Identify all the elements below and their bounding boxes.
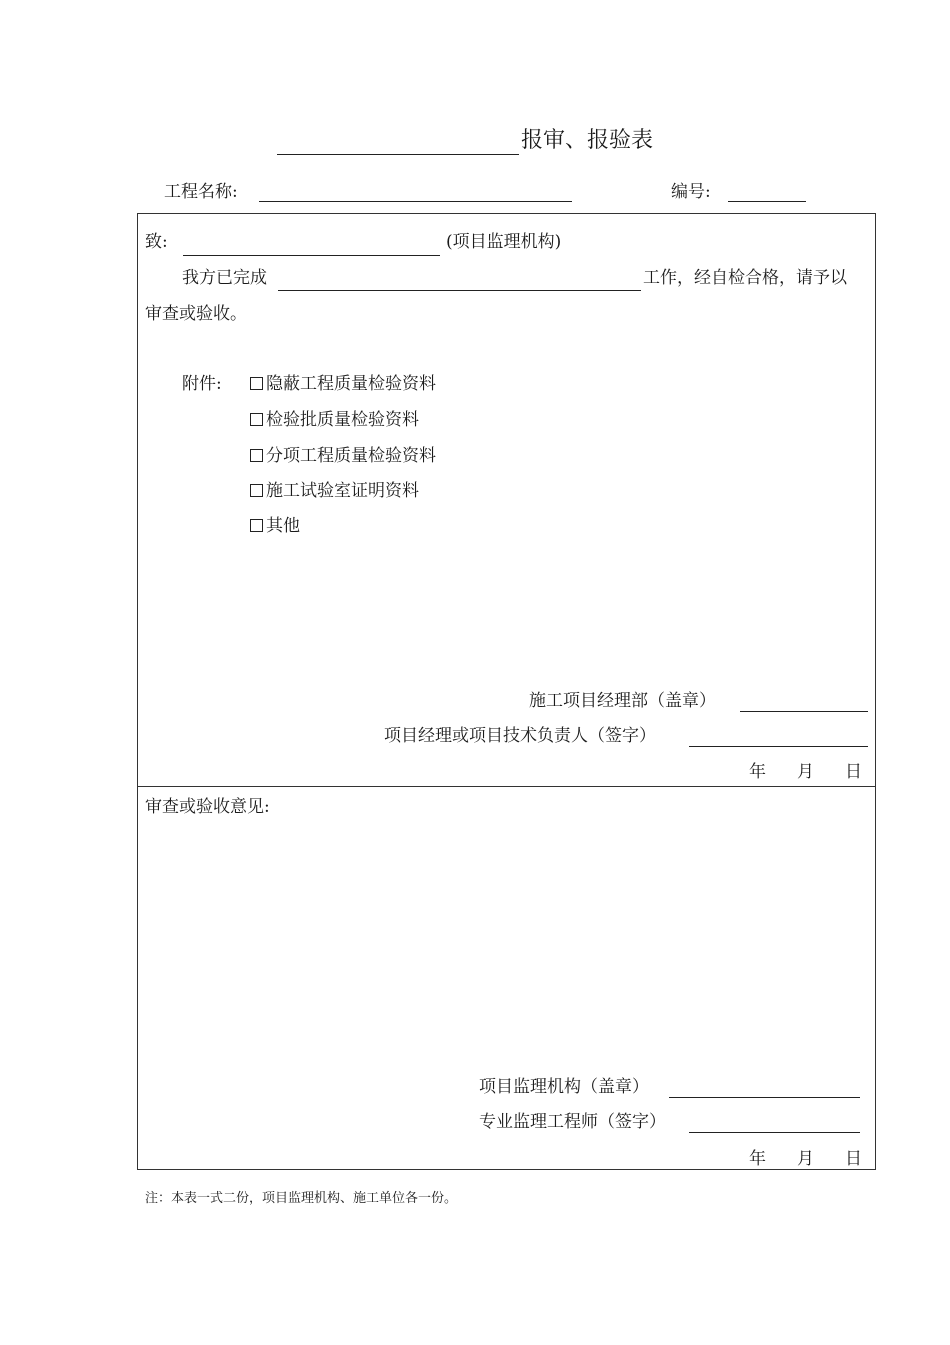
manager-signature-label: 项目经理或项目技术负责人（签字） (384, 726, 656, 746)
attachment-item[interactable]: 分项工程质量检验资料 (250, 445, 436, 467)
attachments-label: 附件: (182, 374, 222, 394)
date-month-label: 月 (797, 1149, 814, 1169)
contractor-seal-field[interactable] (740, 711, 868, 712)
date-day-label: 日 (845, 1149, 862, 1169)
date-year-label: 年 (749, 1149, 766, 1169)
completed-continuation: 审查或验收。 (145, 304, 247, 324)
recipient-field[interactable] (183, 255, 440, 256)
engineer-signature-label: 专业监理工程师（签字） (479, 1112, 666, 1132)
contractor-seal-label: 施工项目经理部（盖章） (529, 691, 716, 711)
supervisor-seal-label: 项目监理机构（盖章） (479, 1077, 649, 1097)
review-opinion-label: 审查或验收意见: (145, 797, 270, 817)
number-label: 编号: (671, 182, 711, 202)
project-name-field[interactable] (259, 201, 572, 202)
to-suffix: (项目监理机构) (446, 232, 562, 252)
checkbox-icon[interactable] (250, 413, 263, 426)
manager-signature-field[interactable] (689, 746, 868, 747)
form-frame (137, 213, 876, 1170)
checkbox-icon[interactable] (250, 519, 263, 532)
date-day-label: 日 (845, 762, 862, 782)
project-name-label: 工程名称: (164, 182, 238, 202)
footnote: 注：本表一式二份，项目监理机构、施工单位各一份。 (145, 1191, 458, 1206)
attachment-item[interactable]: 隐蔽工程质量检验资料 (250, 373, 436, 395)
attachment-item[interactable]: 其他 (250, 515, 300, 537)
checkbox-icon[interactable] (250, 449, 263, 462)
number-field[interactable] (728, 201, 806, 202)
attachment-item[interactable]: 施工试验室证明资料 (250, 480, 419, 502)
supervisor-seal-field[interactable] (669, 1097, 860, 1098)
completed-work-field[interactable] (278, 290, 641, 291)
engineer-signature-field[interactable] (689, 1132, 860, 1133)
date-year-label: 年 (749, 762, 766, 782)
section-divider (137, 786, 876, 787)
date-month-label: 月 (797, 762, 814, 782)
attachment-item[interactable]: 检验批质量检验资料 (250, 409, 419, 431)
completed-suffix: 工作，经自检合格，请予以 (643, 268, 847, 288)
page-title: 报审、报验表 (521, 128, 654, 153)
checkbox-icon[interactable] (250, 377, 263, 390)
to-label: 致: (145, 232, 168, 252)
checkbox-icon[interactable] (250, 484, 263, 497)
completed-prefix: 我方已完成 (182, 268, 267, 288)
title-blank-line (277, 154, 519, 155)
